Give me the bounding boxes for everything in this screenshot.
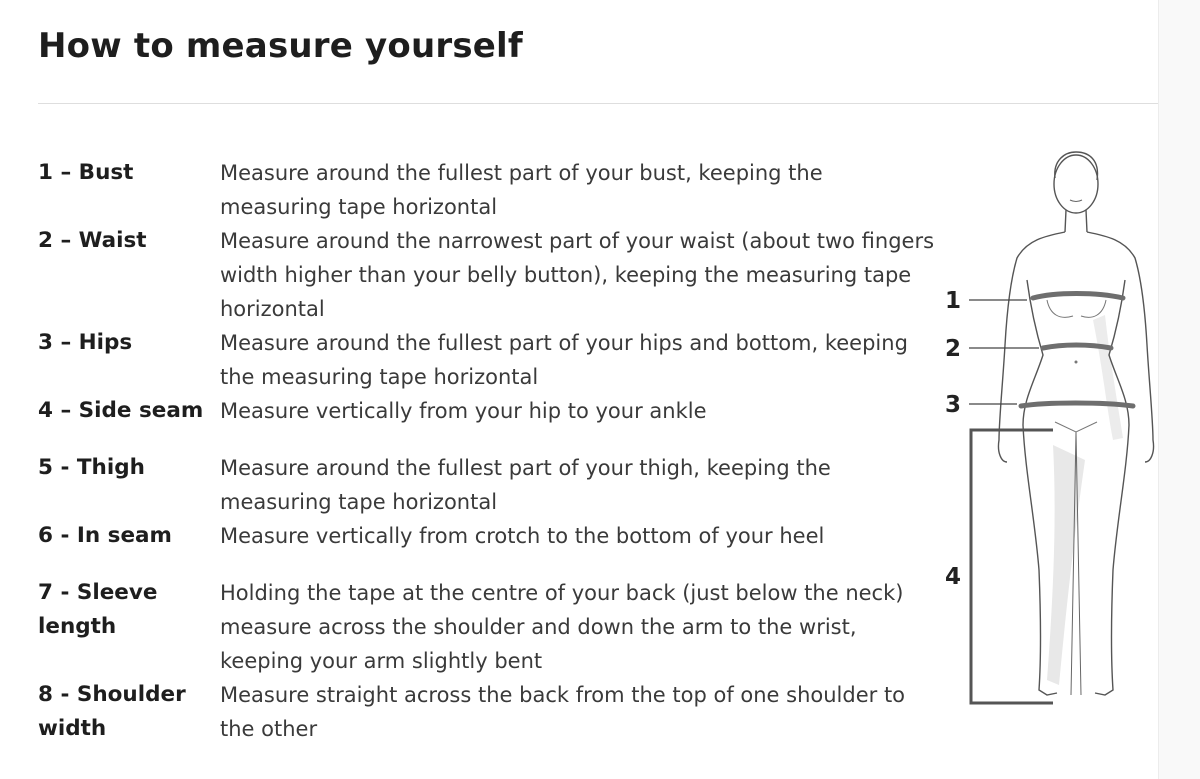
body-measurement-figure: [935, 140, 1160, 715]
measurement-label: 2 – Waist: [38, 228, 147, 253]
waist-band: [1043, 345, 1111, 348]
measurement-description: Measure around the fullest part of your bust, keeping the measuring tape horizontal: [220, 161, 823, 219]
underwear-line: [1055, 422, 1097, 432]
bust-lines: [1047, 300, 1106, 317]
marker-1: 1: [945, 288, 962, 314]
page-title: How to measure yourself: [38, 26, 523, 66]
body-figure-illustration: [935, 140, 1160, 715]
marker-2: 2: [945, 336, 962, 362]
measurement-label: 1 – Bust: [38, 160, 134, 185]
marker-3: 3: [945, 392, 962, 418]
navel-mark: [1075, 361, 1078, 364]
bust-band: [1033, 294, 1123, 299]
right-edge-strip: [1158, 0, 1200, 779]
leg-shading: [1047, 445, 1085, 685]
measurement-label: 4 – Side seam: [38, 398, 204, 423]
measurement-label: 7 - Sleeve length: [38, 580, 158, 639]
marker-4: 4: [945, 564, 962, 590]
head-shape: [1054, 155, 1098, 213]
measurement-description: Measure around the narrowest part of your waist (about two fingers width higher than your belly button), keeping the measuring tape horizontal: [220, 229, 935, 321]
measurement-description: Measure vertically from your hip to your ankle: [220, 399, 707, 423]
measurement-description: Measure around the fullest part of your thigh, keeping the measuring tape horizontal: [220, 456, 831, 514]
measurement-label: 5 - Thigh: [38, 455, 145, 480]
arm-shading: [1093, 315, 1123, 440]
measurement-description: Holding the tape at the centre of your back (just below the neck) measure across the shoulder and down the arm to the wrist, keeping your arm slightly bent: [220, 581, 904, 673]
title-divider: [38, 103, 1158, 104]
measurement-description: Measure vertically from crotch to the bottom of your heel: [220, 524, 825, 548]
measurement-description: Measure straight across the back from the top of one shoulder to the other: [220, 683, 906, 741]
measurement-description: Measure around the fullest part of your hips and bottom, keeping the measuring tape horizontal: [220, 331, 908, 389]
measurement-label: 3 – Hips: [38, 330, 133, 355]
measurement-label: 8 - Shoulder width: [38, 682, 186, 741]
hips-band: [1021, 403, 1133, 406]
measurement-label: 6 - In seam: [38, 523, 172, 548]
